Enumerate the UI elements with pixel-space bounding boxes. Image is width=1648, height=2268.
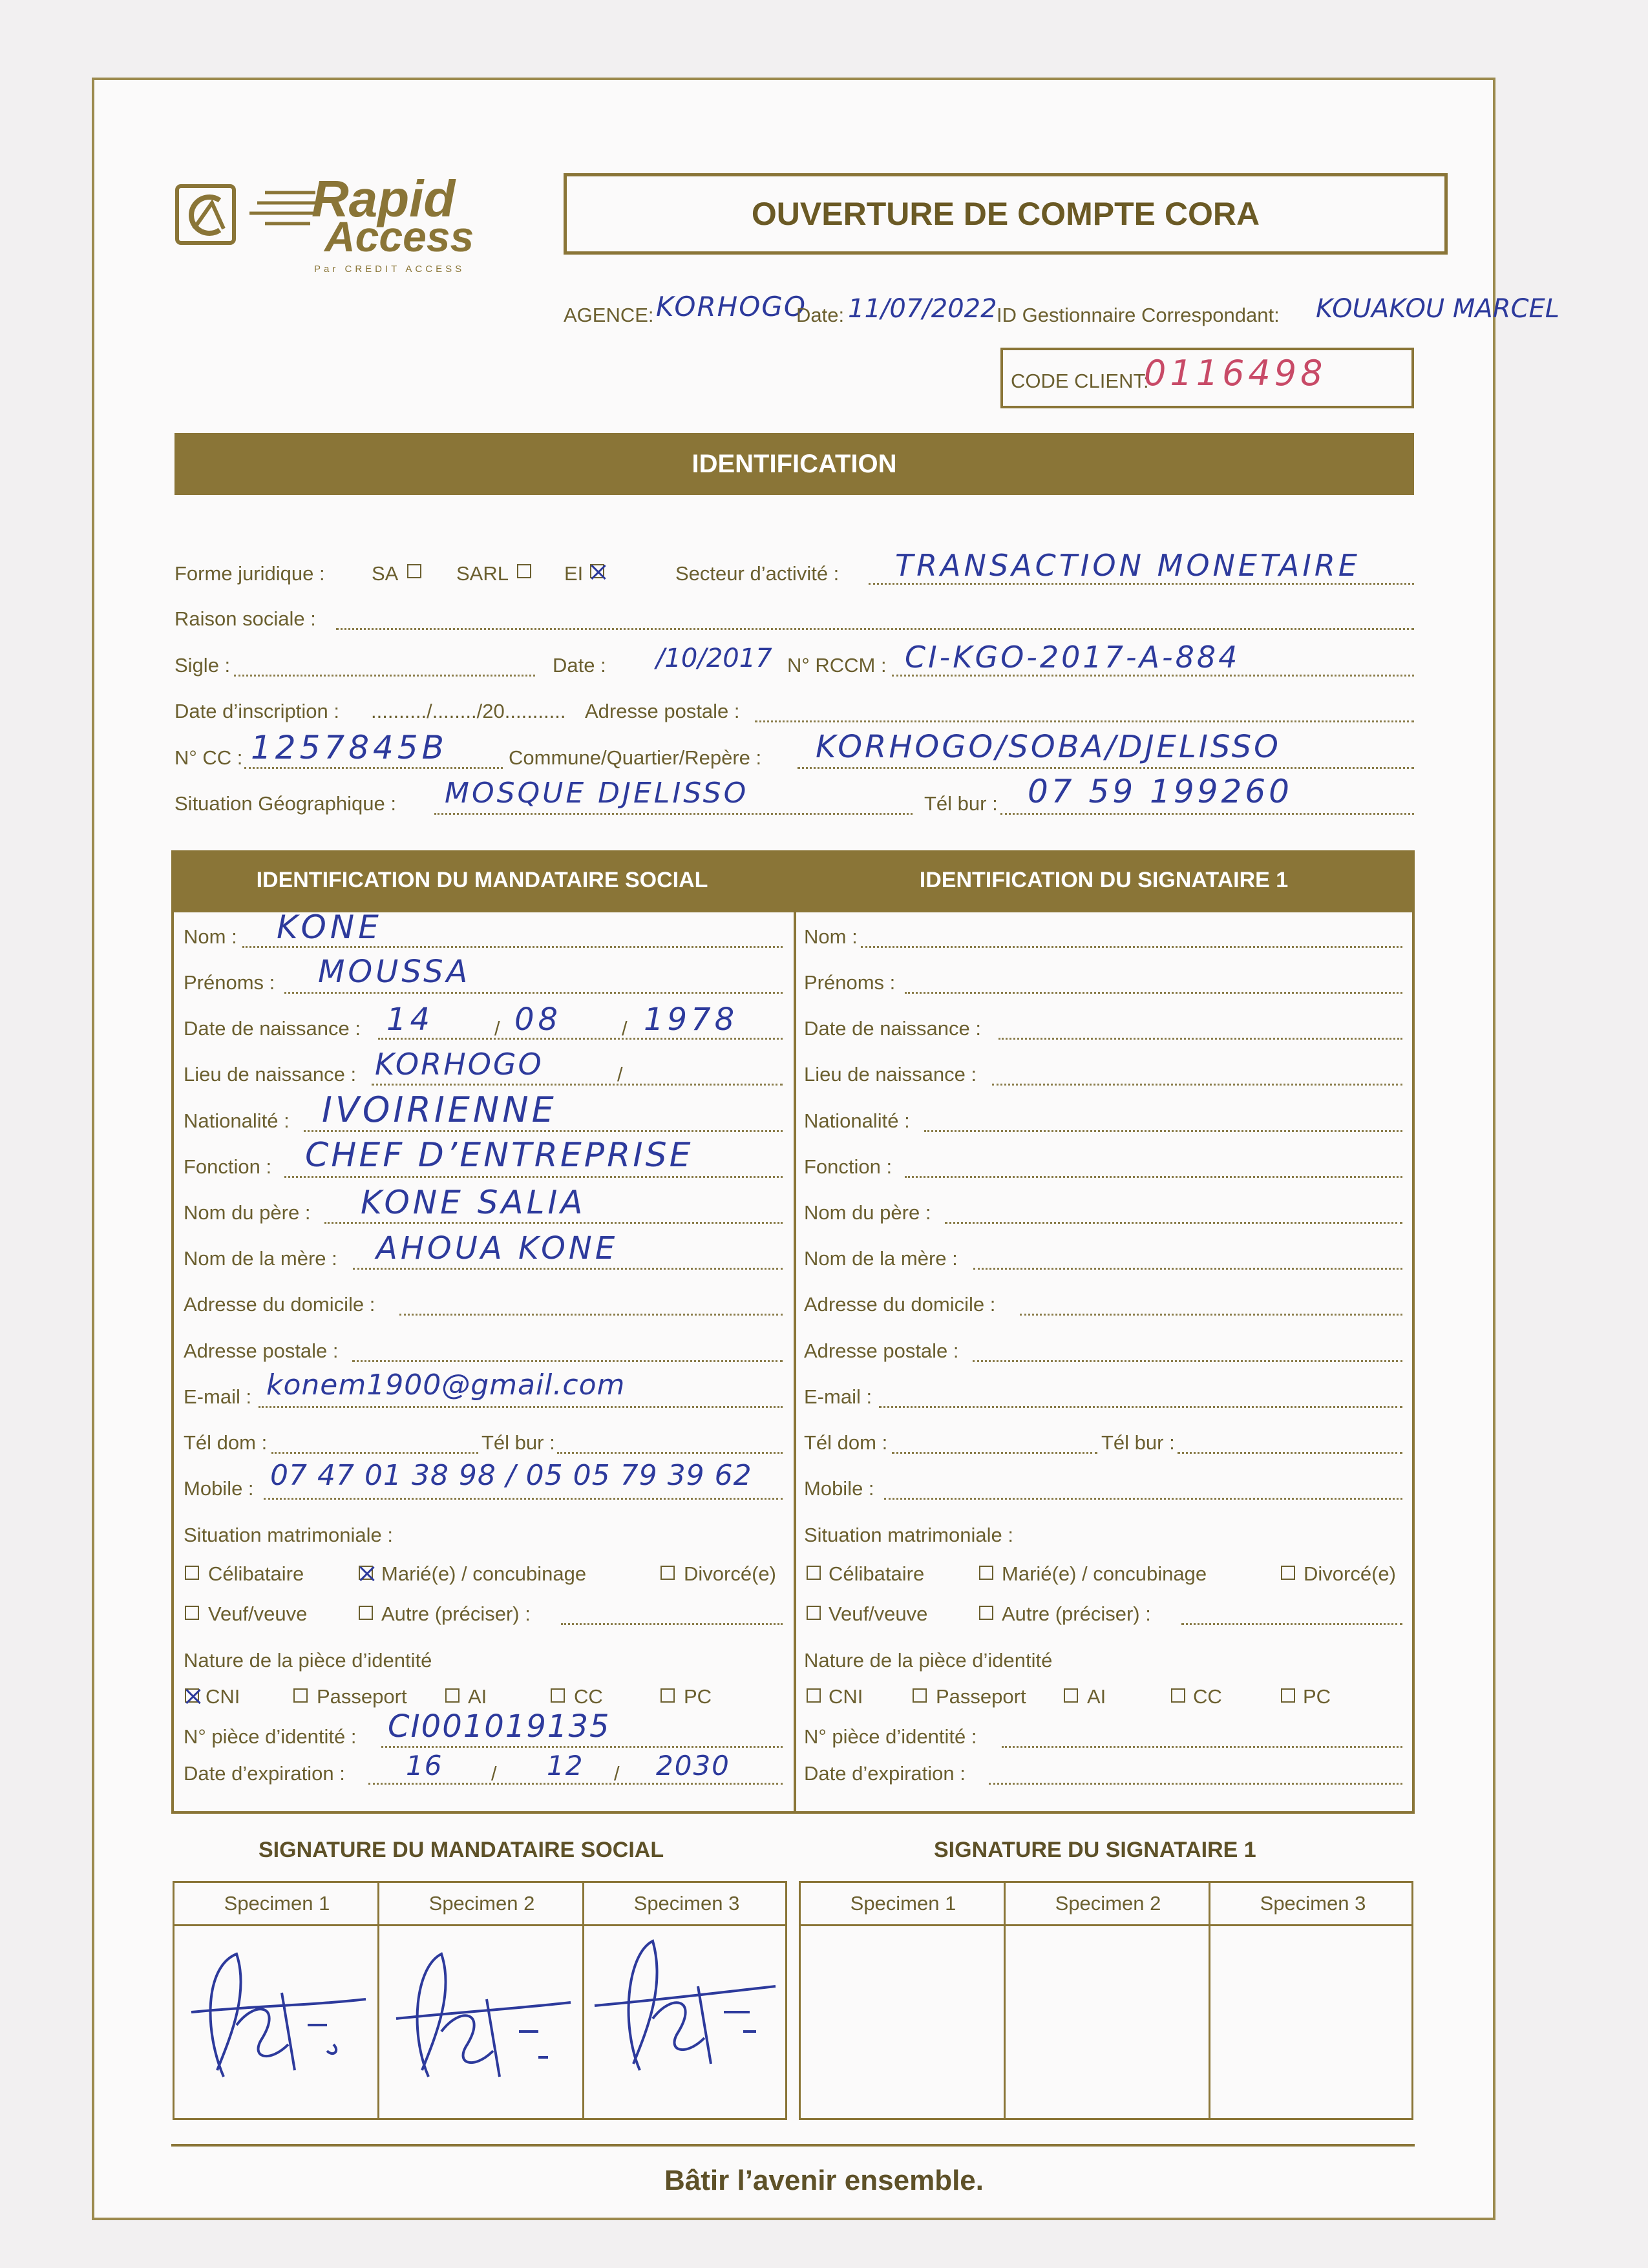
m-mobile-value[interactable]: 07 47 01 38 98 / 05 05 79 39 62	[270, 1459, 752, 1492]
m-autre-label: Autre (préciser) :	[381, 1602, 531, 1625]
gestionnaire-value[interactable]: KOUAKOU MARCEL	[1316, 294, 1560, 324]
m-situation-label: Situation matrimoniale :	[184, 1524, 393, 1546]
m-nom-value[interactable]: KONE	[277, 908, 383, 946]
s-divorce-label: Divorcé(e)	[1304, 1562, 1396, 1585]
speed-lines-icon	[246, 187, 317, 233]
m-email-value[interactable]: konem1900@gmail.com	[266, 1369, 626, 1402]
m-cni-checkbox[interactable]	[185, 1688, 199, 1703]
s-naissance-label: Date de naissance :	[804, 1017, 982, 1040]
m-domicile-label: Adresse du domicile :	[184, 1293, 375, 1316]
s-autre-label: Autre (préciser) :	[1002, 1602, 1151, 1625]
s-prenoms-label: Prénoms :	[804, 971, 896, 994]
form-title: OUVERTURE DE COMPTE CORA	[751, 196, 1260, 232]
s-pere-label: Nom du père :	[804, 1201, 931, 1224]
s-mere-label: Nom de la mère :	[804, 1247, 958, 1270]
m-celibataire-checkbox[interactable]	[185, 1566, 199, 1580]
m-naissance-label: Date de naissance :	[184, 1017, 361, 1040]
sa-checkbox[interactable]	[407, 564, 421, 578]
m-autre-checkbox[interactable]	[359, 1606, 373, 1620]
commune-label: Commune/Quartier/Repère :	[509, 746, 762, 769]
s-teldom-label: Tél dom :	[804, 1431, 888, 1454]
cc-label: N° CC :	[174, 746, 243, 769]
s-cc-label: CC	[1193, 1685, 1222, 1708]
s-email-label: E-mail :	[804, 1385, 872, 1408]
secteur-label: Secteur d’activité :	[675, 562, 840, 585]
sarl-label: SARL	[456, 562, 509, 585]
m-naissance-mois[interactable]: 08	[514, 1002, 562, 1038]
s-veuf-checkbox[interactable]	[807, 1606, 821, 1620]
form-title-box	[564, 173, 1448, 255]
mandataire-title: IDENTIFICATION DU MANDATAIRE SOCIAL	[256, 868, 708, 892]
date-label: Date:	[796, 304, 845, 326]
m-prenoms-value[interactable]: MOUSSA	[318, 954, 471, 990]
ei-checkbox[interactable]	[590, 564, 604, 578]
date-value[interactable]: 11/07/2022	[848, 294, 997, 324]
s-fonction-label: Fonction :	[804, 1155, 893, 1178]
secteur-value[interactable]: TRANSACTION MONETAIRE	[895, 548, 1360, 583]
brand-tagline: Par CREDIT ACCESS	[314, 264, 465, 275]
signataire-title: IDENTIFICATION DU SIGNATAIRE 1	[919, 868, 1289, 892]
m-pc-checkbox[interactable]	[660, 1688, 675, 1703]
inscription-value[interactable]: ........../......../20...........	[371, 700, 566, 722]
s-telbur-label: Tél bur :	[1101, 1431, 1175, 1454]
m-num-piece-value[interactable]: CI001019135	[388, 1708, 611, 1745]
m-teldom-label: Tél dom :	[184, 1431, 268, 1454]
situation-geo-label: Situation Géographique :	[174, 792, 396, 815]
s-autre-checkbox[interactable]	[979, 1606, 993, 1620]
date-creation-label: Date :	[553, 654, 606, 677]
m-fonction-label: Fonction :	[184, 1155, 272, 1178]
m-pc-label: PC	[684, 1685, 712, 1708]
s-postale-label: Adresse postale :	[804, 1339, 959, 1362]
raison-label: Raison sociale :	[174, 607, 316, 630]
s-cni-label: CNI	[829, 1685, 863, 1708]
m-naissance-annee[interactable]: 1978	[644, 1002, 739, 1038]
signature-3-icon	[588, 1922, 782, 2109]
m-lieu-value[interactable]: KORHOGO	[375, 1047, 544, 1082]
tel-bur-value[interactable]: 07 59 199260	[1028, 773, 1293, 810]
s-cc-checkbox[interactable]	[1171, 1688, 1185, 1703]
code-client-box	[1000, 348, 1414, 408]
m-telbur-label: Tél bur :	[481, 1431, 555, 1454]
m-piece-label: Nature de la pièce d’identité	[184, 1649, 432, 1672]
m-num-piece-label: N° pièce d’identité :	[184, 1725, 357, 1748]
signature-mandataire-title: SIGNATURE DU MANDATAIRE SOCIAL	[259, 1838, 664, 1862]
m-specimen3-label: Specimen 3	[633, 1892, 740, 1915]
s-celibataire-checkbox[interactable]	[807, 1566, 821, 1580]
m-marie-checkbox[interactable]	[359, 1566, 373, 1580]
s-situation-label: Situation matrimoniale :	[804, 1524, 1013, 1546]
m-celibataire-label: Célibataire	[208, 1562, 304, 1585]
code-client-label: CODE CLIENT:	[1011, 370, 1149, 392]
adresse-postale-label: Adresse postale :	[585, 700, 740, 722]
m-marie-label: Marié(e) / concubinage	[381, 1562, 587, 1585]
s-celibataire-label: Célibataire	[829, 1562, 925, 1585]
gestionnaire-label: ID Gestionnaire Correspondant:	[997, 304, 1280, 326]
identification-bar: IDENTIFICATION	[174, 433, 1414, 495]
sa-label: SA	[372, 562, 399, 585]
signature-2-icon	[383, 1928, 577, 2116]
s-passeport-checkbox[interactable]	[913, 1688, 927, 1703]
m-exp-mois[interactable]: 12	[547, 1750, 584, 1781]
footer-slogan: Bâtir l’avenir ensemble.	[664, 2165, 984, 2196]
m-naissance-jour[interactable]: 14	[386, 1002, 434, 1038]
ei-label: EI	[564, 562, 584, 585]
s-specimen2-label: Specimen 2	[1055, 1892, 1161, 1915]
s-pc-checkbox[interactable]	[1281, 1688, 1295, 1703]
inscription-label: Date d’inscription :	[174, 700, 340, 722]
m-cni-label: CNI	[206, 1685, 240, 1708]
sigle-label: Sigle :	[174, 654, 231, 677]
s-lieu-label: Lieu de naissance :	[804, 1063, 977, 1086]
agence-value[interactable]: KORHOGO	[656, 291, 807, 322]
m-nat-label: Nationalité :	[184, 1109, 290, 1132]
signature-signataire-title: SIGNATURE DU SIGNATAIRE 1	[934, 1838, 1256, 1862]
signature-grid-signataire	[799, 1881, 1413, 2120]
signature-1-icon	[178, 1928, 372, 2116]
m-passeport-label: Passeport	[317, 1685, 407, 1708]
s-num-piece-label: N° pièce d’identité :	[804, 1725, 977, 1748]
m-lieu-label: Lieu de naissance :	[184, 1063, 357, 1086]
brand-line1: Rapid	[312, 170, 456, 227]
m-ai-checkbox[interactable]	[445, 1688, 460, 1703]
m-nom-label: Nom :	[184, 925, 237, 948]
m-mobile-label: Mobile :	[184, 1477, 254, 1500]
s-pc-label: PC	[1303, 1685, 1331, 1708]
m-specimen1-label: Specimen 1	[224, 1892, 330, 1915]
s-piece-label: Nature de la pièce d’identité	[804, 1649, 1053, 1672]
m-mere-value[interactable]: AHOUA KONE	[376, 1230, 618, 1266]
m-exp-jour[interactable]: 16	[406, 1750, 443, 1781]
s-marie-label: Marié(e) / concubinage	[1002, 1562, 1207, 1585]
m-fonction-value[interactable]: CHEF D’ENTREPRISE	[305, 1136, 693, 1175]
commune-value[interactable]: KORHOGO/SOBA/DJELISSO	[816, 729, 1281, 765]
s-mobile-label: Mobile :	[804, 1477, 874, 1500]
date-creation-value[interactable]: /10/2017	[656, 644, 772, 673]
m-divorce-label: Divorcé(e)	[684, 1562, 776, 1585]
m-nat-value[interactable]: IVOIRIENNE	[322, 1089, 557, 1130]
s-specimen1-label: Specimen 1	[850, 1892, 956, 1915]
s-ai-label: AI	[1087, 1685, 1106, 1708]
m-mere-label: Nom de la mère :	[184, 1247, 337, 1270]
sarl-checkbox[interactable]	[517, 564, 531, 578]
s-passeport-label: Passeport	[936, 1685, 1026, 1708]
m-ai-label: AI	[468, 1685, 487, 1708]
signature-grid-mandataire	[173, 1881, 787, 2120]
brand-line2: Access	[324, 213, 474, 260]
m-cc-checkbox[interactable]	[551, 1688, 565, 1703]
m-pere-label: Nom du père :	[184, 1201, 311, 1224]
code-client-value[interactable]: 0116498	[1144, 353, 1327, 394]
logo-icon	[174, 184, 239, 248]
m-divorce-checkbox[interactable]	[660, 1566, 675, 1580]
situation-geo-value[interactable]: MOSQUE DJELISSO	[445, 777, 749, 810]
footer-rule	[171, 2144, 1415, 2147]
s-cni-checkbox[interactable]	[807, 1688, 821, 1703]
s-specimen3-label: Specimen 3	[1260, 1892, 1366, 1915]
s-ai-checkbox[interactable]	[1064, 1688, 1078, 1703]
s-marie-checkbox[interactable]	[979, 1566, 993, 1580]
m-postale-label: Adresse postale :	[184, 1339, 339, 1362]
s-nat-label: Nationalité :	[804, 1109, 910, 1132]
logo	[174, 170, 498, 284]
m-veuf-label: Veuf/veuve	[208, 1602, 308, 1625]
rccm-value[interactable]: CI-KGO-2017-A-884	[905, 640, 1240, 675]
m-email-label: E-mail :	[184, 1385, 252, 1408]
agence-label: AGENCE:	[564, 304, 654, 326]
tel-bur-label: Tél bur :	[924, 792, 998, 815]
s-domicile-label: Adresse du domicile :	[804, 1293, 996, 1316]
m-expiration-label: Date d’expiration :	[184, 1762, 345, 1785]
s-veuf-label: Veuf/veuve	[829, 1602, 928, 1625]
cc-value[interactable]: 1257845B	[251, 729, 448, 766]
m-prenoms-label: Prénoms :	[184, 971, 275, 994]
m-passeport-checkbox[interactable]	[293, 1688, 308, 1703]
s-divorce-checkbox[interactable]	[1281, 1566, 1295, 1580]
rccm-label: N° RCCM :	[787, 654, 887, 677]
s-expiration-label: Date d’expiration :	[804, 1762, 966, 1785]
m-specimen2-label: Specimen 2	[428, 1892, 535, 1915]
m-pere-value[interactable]: KONE SALIA	[361, 1184, 586, 1221]
m-cc-label: CC	[574, 1685, 603, 1708]
m-exp-annee[interactable]: 2030	[656, 1750, 730, 1781]
forme-label: Forme juridique :	[174, 562, 325, 585]
s-nom-label: Nom :	[804, 925, 858, 948]
m-veuf-checkbox[interactable]	[185, 1606, 199, 1620]
